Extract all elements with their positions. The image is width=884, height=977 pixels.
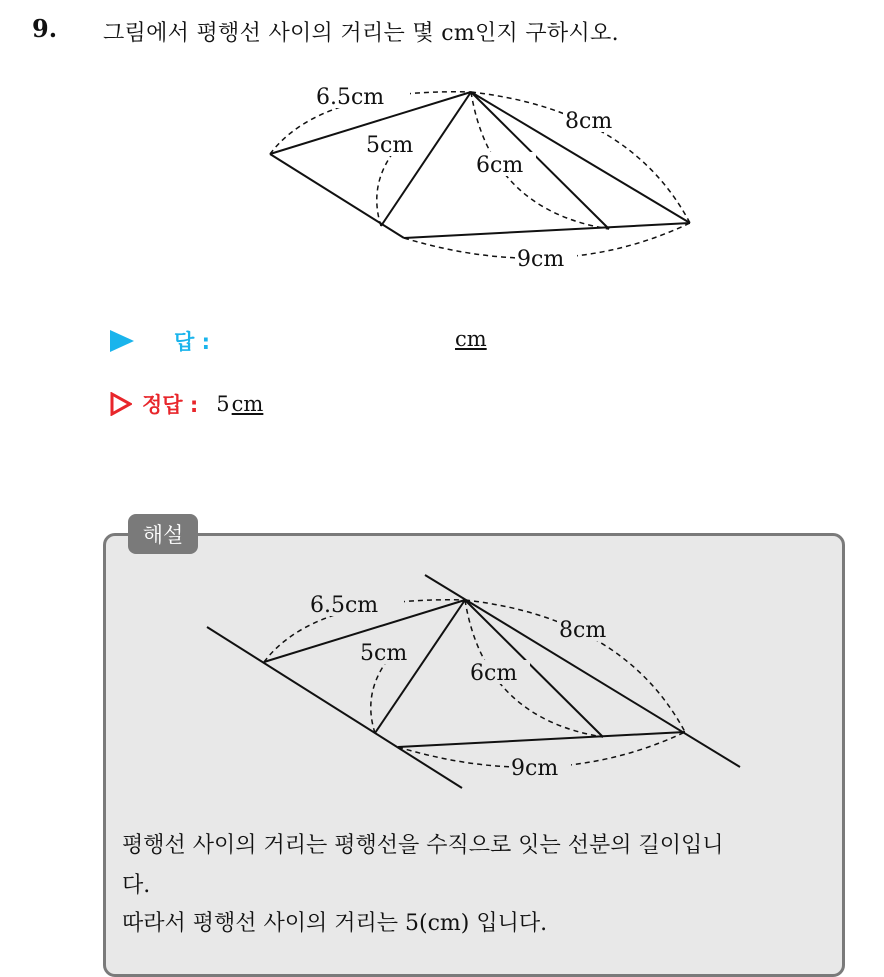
- segment: [404, 223, 690, 238]
- label-6-5cm: 6.5cm: [310, 593, 379, 618]
- label-5cm: 5cm: [366, 133, 414, 158]
- dashed-arc: [377, 150, 395, 226]
- segment: [381, 92, 471, 226]
- segment: [398, 732, 685, 747]
- label-8cm: 8cm: [559, 618, 607, 643]
- answer-label: 답 :: [174, 330, 210, 354]
- label-6cm: 6cm: [476, 153, 524, 178]
- answer-row: [110, 325, 510, 357]
- correct-answer-value: 5: [216, 392, 230, 416]
- label-6-5cm: 6.5cm: [316, 85, 385, 110]
- solution-line-2: 다.: [122, 873, 151, 898]
- parallel-line: [207, 627, 462, 788]
- solution-line-3: 따라서 평행선 사이의 거리는 5(cm) 입니다.: [122, 911, 548, 936]
- dashed-arc: [371, 658, 389, 733]
- question-text: 그림에서 평행선 사이의 거리는 몇 cm인지 구하시오.: [103, 21, 619, 46]
- segment: [270, 154, 404, 238]
- correct-answer-label: 정답 :: [142, 393, 199, 417]
- label-5cm: 5cm: [360, 641, 408, 666]
- question-figure: [0, 0, 884, 300]
- segment: [375, 600, 465, 733]
- filled-triangle-icon: [110, 330, 134, 352]
- outline-triangle-icon: [110, 392, 132, 416]
- answer-unit: cm: [455, 327, 487, 351]
- question-number: 9.: [32, 14, 58, 43]
- solution-line-1: 평행선 사이의 거리는 평행선을 수직으로 잇는 선분의 길이입니: [122, 833, 724, 858]
- correct-answer-row: [110, 388, 263, 420]
- label-9cm: 9cm: [511, 756, 559, 781]
- solution-tab: 해설: [128, 514, 198, 554]
- label-8cm: 8cm: [565, 109, 613, 134]
- correct-answer-unit: cm: [231, 392, 264, 416]
- solution-figure: [0, 560, 884, 800]
- label-9cm: 9cm: [517, 247, 565, 272]
- label-6cm: 6cm: [470, 661, 518, 686]
